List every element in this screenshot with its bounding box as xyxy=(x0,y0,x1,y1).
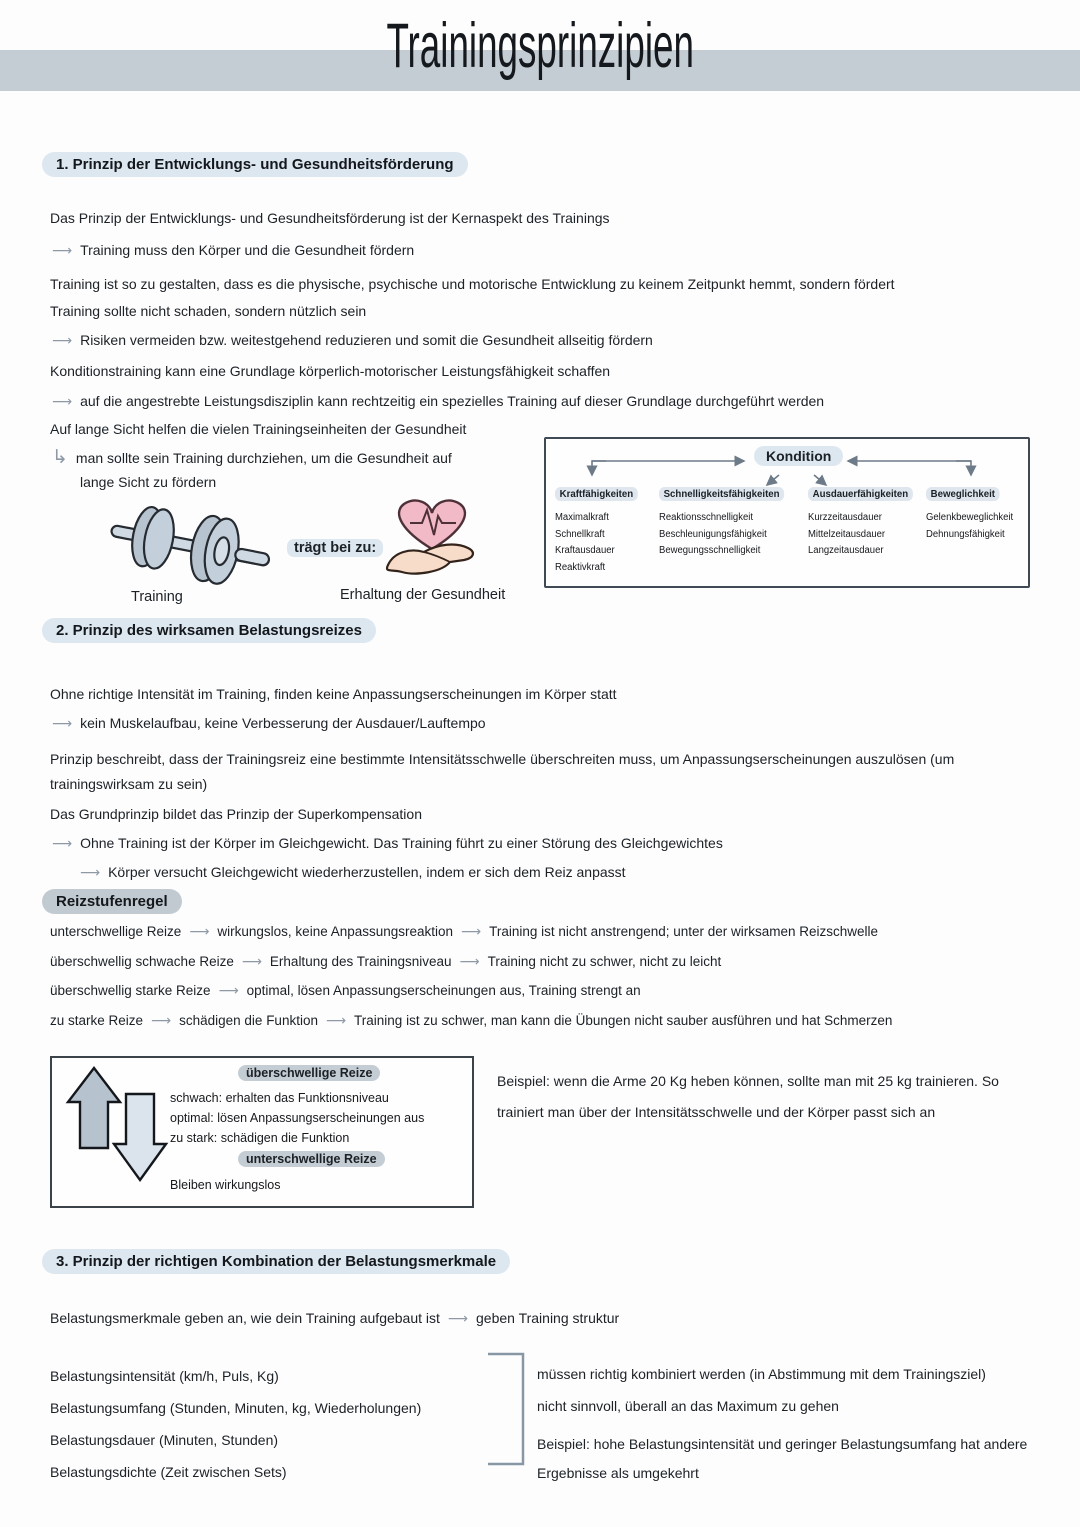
heart-hand-label: Erhaltung der Gesundheit xyxy=(340,587,506,603)
text: Belastungsintensität (km/h, Puls, Kg) xyxy=(50,1368,279,1384)
arrow-line xyxy=(80,864,626,881)
arrow-icon: ⟶ xyxy=(52,333,73,349)
kondition-column xyxy=(555,484,645,576)
text: Training muss den Körper und die Gesundheit fördern xyxy=(80,242,415,258)
paragraph-block: Prinzip beschreibt, dass der Trainingsreiz eine bestimmte Intensitätsschwelle überschreiten muss, um Anpassungserscheinungen auszulösen (um trainingswirksam zu sein) xyxy=(50,751,955,792)
traegt-bei-zu-label xyxy=(287,540,383,556)
text: wirkungslos, keine Anpassungsreaktion xyxy=(217,924,454,939)
hook-arrow-icon: ↳ xyxy=(52,446,68,468)
text: Auf lange Sicht helfen die vielen Trainingseinheiten der Gesundheit xyxy=(50,421,467,437)
arrow-icon: ⟶ xyxy=(189,924,210,940)
list-item: Kraftausdauer xyxy=(555,545,615,556)
text: Training sollte nicht schaden, sondern nützlich sein xyxy=(50,303,367,319)
list-item: Mittelzeitausdauer xyxy=(808,528,886,540)
reizstufen-row xyxy=(50,983,641,999)
under-reize-label xyxy=(238,1152,385,1166)
arrow-icon: ⟶ xyxy=(80,865,101,881)
text: Belastungsdichte (Zeit zwischen Sets) xyxy=(50,1464,287,1480)
right-note-block: Beispiel: hohe Belastungsintensität und geringer Belastungsumfang hat andere Ergebnisse als umgekehrt xyxy=(537,1436,1028,1481)
text: Risiken vermeiden bzw. weitestgehend reduzieren und somit die Gesundheit allseitig fördern xyxy=(80,332,653,348)
column-header: Beweglichkeit xyxy=(926,487,1000,501)
arrow-icon: ⟶ xyxy=(461,924,482,940)
text: geben Training struktur xyxy=(476,1310,620,1326)
highlighted-text: überschwellige Reize xyxy=(238,1065,380,1081)
text: überschwellig schwache Reize xyxy=(50,954,234,969)
text: Ohne Training ist der Körper im Gleichgewicht. Das Training führt zu einer Störung des Gleichgewichtes xyxy=(80,835,723,851)
arrow-icon: ⟶ xyxy=(218,983,239,999)
paragraph-line xyxy=(50,210,610,226)
intro-line xyxy=(50,1310,619,1327)
arrow-icon: ⟶ xyxy=(447,1311,468,1327)
right-note xyxy=(537,1366,986,1382)
text: Erhaltung des Trainingsniveau xyxy=(269,954,452,969)
text: zu starke Reize xyxy=(50,1013,144,1028)
reizstufen-row xyxy=(50,954,721,970)
reizstufen-row xyxy=(50,1013,892,1029)
text: Körper versucht Gleichgewicht wiederherzustellen, indem er sich dem Reiz anpasst xyxy=(108,864,626,880)
text: auf die angestrebte Leistungsdisziplin kann rechtzeitig ein spezielles Training auf dieser Grundlage durchgeführt werden xyxy=(80,393,825,409)
page-title-text: Trainingsprinzipien xyxy=(386,9,694,81)
box-line: optimal: lösen Anpassungserscheinungen aus xyxy=(170,1111,425,1125)
section-3-heading: 3. Prinzip der richtigen Kombination der Belastungsmerkmale xyxy=(42,1249,510,1274)
box-line: zu stark: schädigen die Funktion xyxy=(170,1131,350,1145)
kondition-diagram xyxy=(544,437,1030,588)
list-item: Maximalkraft xyxy=(555,512,609,523)
text: Training ist zu schwer, man kann die Übungen nicht sauber ausführen und hat Schmerzen xyxy=(354,1013,893,1028)
highlighted-text: trägt bei zu: xyxy=(287,539,383,557)
list-item: Kurzzeitausdauer xyxy=(808,512,882,523)
paragraph-line xyxy=(50,303,366,319)
kondition-title: Kondition xyxy=(754,446,843,466)
arrow-line xyxy=(52,332,653,349)
text: müssen richtig kombiniert werden (in Abstimmung mit dem Trainingsziel) xyxy=(537,1366,986,1382)
arrow-icon: ⟶ xyxy=(325,1013,347,1029)
text: Belastungsmerkmale geben an, wie dein Training aufgebaut ist xyxy=(50,1310,440,1326)
box-line: schwach: erhalten das Funktionsniveau xyxy=(170,1091,389,1105)
list-item: Gelenkbeweglichkeit xyxy=(926,512,1014,523)
down-arrow-icon xyxy=(114,1094,166,1180)
text: nicht sinnvoll, überall an das Maximum zu gehen xyxy=(537,1398,839,1414)
column-header: Ausdauerfähigkeiten xyxy=(808,487,913,501)
text: überschwellig starke Reize xyxy=(50,983,211,998)
text: schädigen die Funktion xyxy=(179,1013,318,1028)
text: Das Grundprinzip bildet das Prinzip der Superkompensation xyxy=(50,806,422,822)
paragraph-line xyxy=(80,474,216,490)
column-header: Kraftfähigkeiten xyxy=(555,487,638,501)
arrow-icon: ⟶ xyxy=(151,1013,172,1029)
arrow-line xyxy=(52,835,723,852)
reizstufen-row xyxy=(50,924,878,940)
dumbbell-drawing xyxy=(106,497,284,597)
text: unterschwellige Reize xyxy=(50,924,182,939)
section-2-heading: 2. Prinzip des wirksamen Belastungsreizes xyxy=(42,618,376,643)
belastung-item xyxy=(50,1400,421,1416)
reiz-diagram-box xyxy=(50,1056,474,1208)
text: Ohne richtige Intensität im Training, finden keine Anpassungserscheinungen im Körper statt xyxy=(50,686,617,702)
kondition-column xyxy=(659,484,795,560)
belastung-item xyxy=(50,1432,278,1448)
list-item: Beschleunigungsfähigkeit xyxy=(659,528,767,540)
beispiel-block: Beispiel: wenn die Arme 20 Kg heben können, sollte man mit 25 kg trainieren. So trainiert man über der Intensitätsschwelle und der Körper passt sich an xyxy=(497,1073,999,1120)
list-item: Reaktionsschnelligkeit xyxy=(659,512,754,523)
arrow-line xyxy=(52,393,824,410)
text: man sollte sein Training durchziehen, um die Gesundheit auf xyxy=(75,450,452,466)
arrow-icon: ⟶ xyxy=(52,394,73,410)
hook-arrow-line xyxy=(52,446,452,468)
group-bracket xyxy=(486,1350,528,1470)
list-item: Schnellkraft xyxy=(555,528,605,540)
arrow-icon: ⟶ xyxy=(241,954,262,970)
belastung-item xyxy=(50,1464,287,1480)
arrow-icon: ⟶ xyxy=(459,954,480,970)
text: Training ist so zu gestalten, dass es die physische, psychische und motorische Entwicklung zu keinem Zeitpunkt hemmt, sondern fördert xyxy=(50,276,895,292)
text: Training nicht zu schwer, nicht zu leicht xyxy=(487,954,722,969)
right-note xyxy=(537,1398,839,1414)
arrow-icon: ⟶ xyxy=(52,716,73,732)
text: optimal, lösen Anpassungserscheinungen aus, Training strengt an xyxy=(246,983,641,998)
list-item: Langzeitausdauer xyxy=(808,545,884,556)
text: lange Sicht zu fördern xyxy=(80,474,217,490)
kondition-column xyxy=(926,484,1018,543)
up-arrow-icon xyxy=(68,1068,120,1148)
list-item: Reaktivkraft xyxy=(555,561,606,573)
arrow-icon: ⟶ xyxy=(52,243,73,259)
paragraph-line xyxy=(50,363,610,379)
arrow-icon: ⟶ xyxy=(52,836,73,852)
text: kein Muskelaufbau, keine Verbesserung der Ausdauer/Lauftempo xyxy=(80,715,486,731)
paragraph-line xyxy=(50,806,422,822)
over-reize-label xyxy=(238,1066,380,1080)
paragraph-line xyxy=(50,686,617,702)
box-line: Bleiben wirkungslos xyxy=(170,1178,281,1192)
list-item: Dehnungsfähigkeit xyxy=(926,528,1005,540)
up-down-arrows xyxy=(62,1062,172,1202)
paragraph-line xyxy=(50,276,895,292)
text: Training ist nicht anstrengend; unter der wirksamen Reizschwelle xyxy=(489,924,879,939)
column-header: Schnelligkeitsfähigkeiten xyxy=(659,487,784,501)
paragraph-line xyxy=(50,421,466,437)
dumbbell-label: Training xyxy=(131,589,183,605)
arrow-line xyxy=(52,715,486,732)
arrow-line xyxy=(52,242,414,259)
text: Belastungsdauer (Minuten, Stunden) xyxy=(50,1432,279,1448)
heart-in-hand-drawing xyxy=(380,491,485,591)
text: Konditionstraining kann eine Grundlage körperlich-motorischer Leistungsfähigkeit schaffen xyxy=(50,363,611,379)
reizstufenregel-label: Reizstufenregel xyxy=(42,889,182,914)
section-1-heading: 1. Prinzip der Entwicklungs- und Gesundheitsförderung xyxy=(42,152,468,177)
kondition-column xyxy=(808,484,922,560)
list-item: Bewegungsschnelligkeit xyxy=(659,545,761,556)
highlighted-text: unterschwellige Reize xyxy=(238,1151,385,1167)
text: Belastungsumfang (Stunden, Minuten, kg, Wiederholungen) xyxy=(50,1400,422,1416)
belastung-item xyxy=(50,1368,279,1384)
page-title xyxy=(0,9,1080,81)
text: Das Prinzip der Entwicklungs- und Gesundheitsförderung ist der Kernaspekt des Trainings xyxy=(50,210,610,226)
